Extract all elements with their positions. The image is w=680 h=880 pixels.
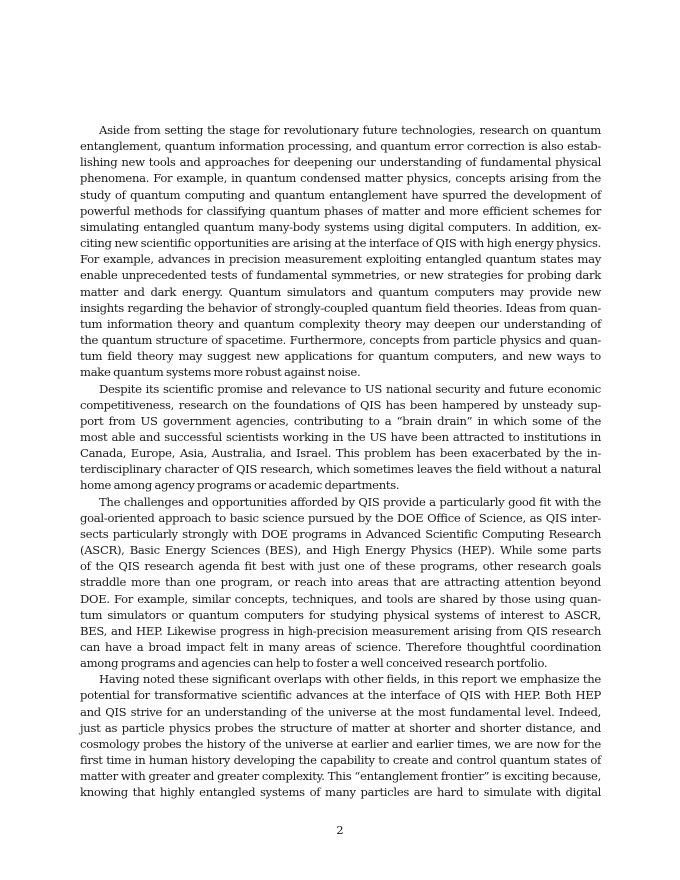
paragraph-1-line-3: lishing new tools and approaches for deepening our understanding of fundamental physical (80, 155, 601, 170)
paragraph-4-line-6: first time in human history developing the capability to create and control quantum states of (80, 753, 601, 768)
paragraph-4-line-7: matter with greater and greater complexity. This “entanglement frontier” is exciting because, (80, 769, 601, 784)
paragraph-1-line-13: tum information theory and quantum complexity theory may deepen our understanding of (80, 316, 601, 331)
paragraph-4-line-5: cosmology probes the history of the universe at earlier and earlier times, we are now for the (80, 736, 601, 751)
paragraph-1-line-7: simulating entangled quantum many-body systems using digital computers. In addition, ex- (80, 219, 601, 234)
paragraph-4-line-3: and QIS strive for an understanding of the universe at the most fundamental level. Indeed, (80, 704, 601, 719)
paragraph-1-line-10: enable unprecedented tests of fundamental symmetries, or new strategies for probing dark (80, 268, 601, 283)
paragraph-4-line-1: Having noted these significant overlaps with other fields, in this report we emphasize the (99, 672, 601, 687)
paragraph-3-line-3: sects particularly strongly with DOE programs in Advanced Scientific Computing Research (80, 526, 601, 541)
paragraph-2-line-1: Despite its scientific promise and relevance to US national security and future economic (99, 381, 601, 396)
paragraph-4-line-4: just as particle physics probes the structure of matter at shorter and shorter distance, and (80, 720, 601, 735)
paragraph-3-line-2: goal-oriented approach to basic science pursued by the DOE Office of Science, as QIS inter- (80, 510, 601, 525)
paragraph-1-line-14: the quantum structure of spacetime. Furthermore, concepts from particle physics and quan- (80, 333, 601, 348)
paragraph-3-line-8: tum simulators or quantum computers for studying physical systems of interest to ASCR, (80, 607, 601, 622)
paragraph-1-line-2: entanglement, quantum information processing, and quantum error correction is also estab- (80, 139, 601, 154)
paragraph-3-line-1: The challenges and opportunities afforded by QIS provide a particularly good fit with the (99, 494, 601, 509)
paragraph-2-line-6: terdisciplinary character of QIS research, which sometimes leaves the field without a natural (80, 462, 601, 477)
paragraph-1-line-9: For example, advances in precision measurement exploiting entangled quantum states may (80, 252, 601, 267)
paragraph-2-line-3: port from US government agencies, contributing to a “brain drain” in which some of the (80, 413, 601, 428)
paragraph-2-line-7: home among agency programs or academic departments. (80, 478, 400, 493)
page-number: 2 (336, 823, 344, 837)
paragraph-3-line-11: among programs and agencies can help to foster a well conceived research portfolio. (80, 656, 548, 671)
body-text (80, 122, 601, 801)
paragraph-3-line-9: BES, and HEP. Likewise progress in high-precision measurement arising from QIS research (80, 623, 601, 638)
paragraph-1-line-11: matter and dark energy. Quantum simulators and quantum computers may provide new (80, 284, 601, 299)
paragraph-4-line-2: potential for transformative scientific advances at the interface of QIS with HEP. Both HEP (80, 688, 601, 703)
paragraph-1-line-8: citing new scientific opportunities are arising at the interface of QIS with high energy physics. (80, 236, 601, 251)
paragraph-1-line-12: insights regarding the behavior of strongly-coupled quantum field theories. Ideas from quan- (80, 300, 601, 315)
paragraph-3-line-10: can have a broad impact felt in many areas of science. Therefore thoughtful coordination (80, 640, 601, 654)
paragraph-2-line-5: Canada, Europe, Asia, Australia, and Israel. This problem has been exacerbated by the in- (80, 446, 601, 461)
paragraph-2-line-4: most able and successful scientists working in the US have been attracted to institutions in (80, 429, 601, 444)
paragraph-1-line-16: make quantum systems more robust against noise. (80, 365, 361, 380)
paragraph-3-line-4: (ASCR), Basic Energy Sciences (BES), and High Energy Physics (HEP). While some parts (80, 543, 601, 558)
paragraph-1-line-4: phenomena. For example, in quantum condensed matter physics, concepts arising from the (80, 171, 601, 186)
paragraph-3-line-7: DOE. For example, similar concepts, techniques, and tools are shared by those using quan- (80, 591, 601, 606)
paragraph-3-line-5: of the QIS research agenda fit best with just one of these programs, other research goals (80, 559, 601, 574)
paragraph-1-line-5: study of quantum computing and quantum entanglement have spurred the development of (80, 187, 601, 202)
paragraph-4-line-8: knowing that highly entangled systems of many particles are hard to simulate with digital (80, 785, 601, 800)
paragraph-1-line-15: tum field theory may suggest new applications for quantum computers, and new ways to (80, 349, 601, 364)
paragraph-1-line-6: powerful methods for classifying quantum phases of matter and more efficient schemes for (80, 203, 601, 218)
paragraph-2-line-2: competitiveness, research on the foundations of QIS has been hampered by unsteady sup- (80, 397, 601, 412)
paragraph-3-line-6: straddle more than one program, or reach into areas that are attracting attention beyond (80, 575, 601, 590)
paragraph-1-line-1: Aside from setting the stage for revolutionary future technologies, research on quantum (99, 123, 601, 137)
